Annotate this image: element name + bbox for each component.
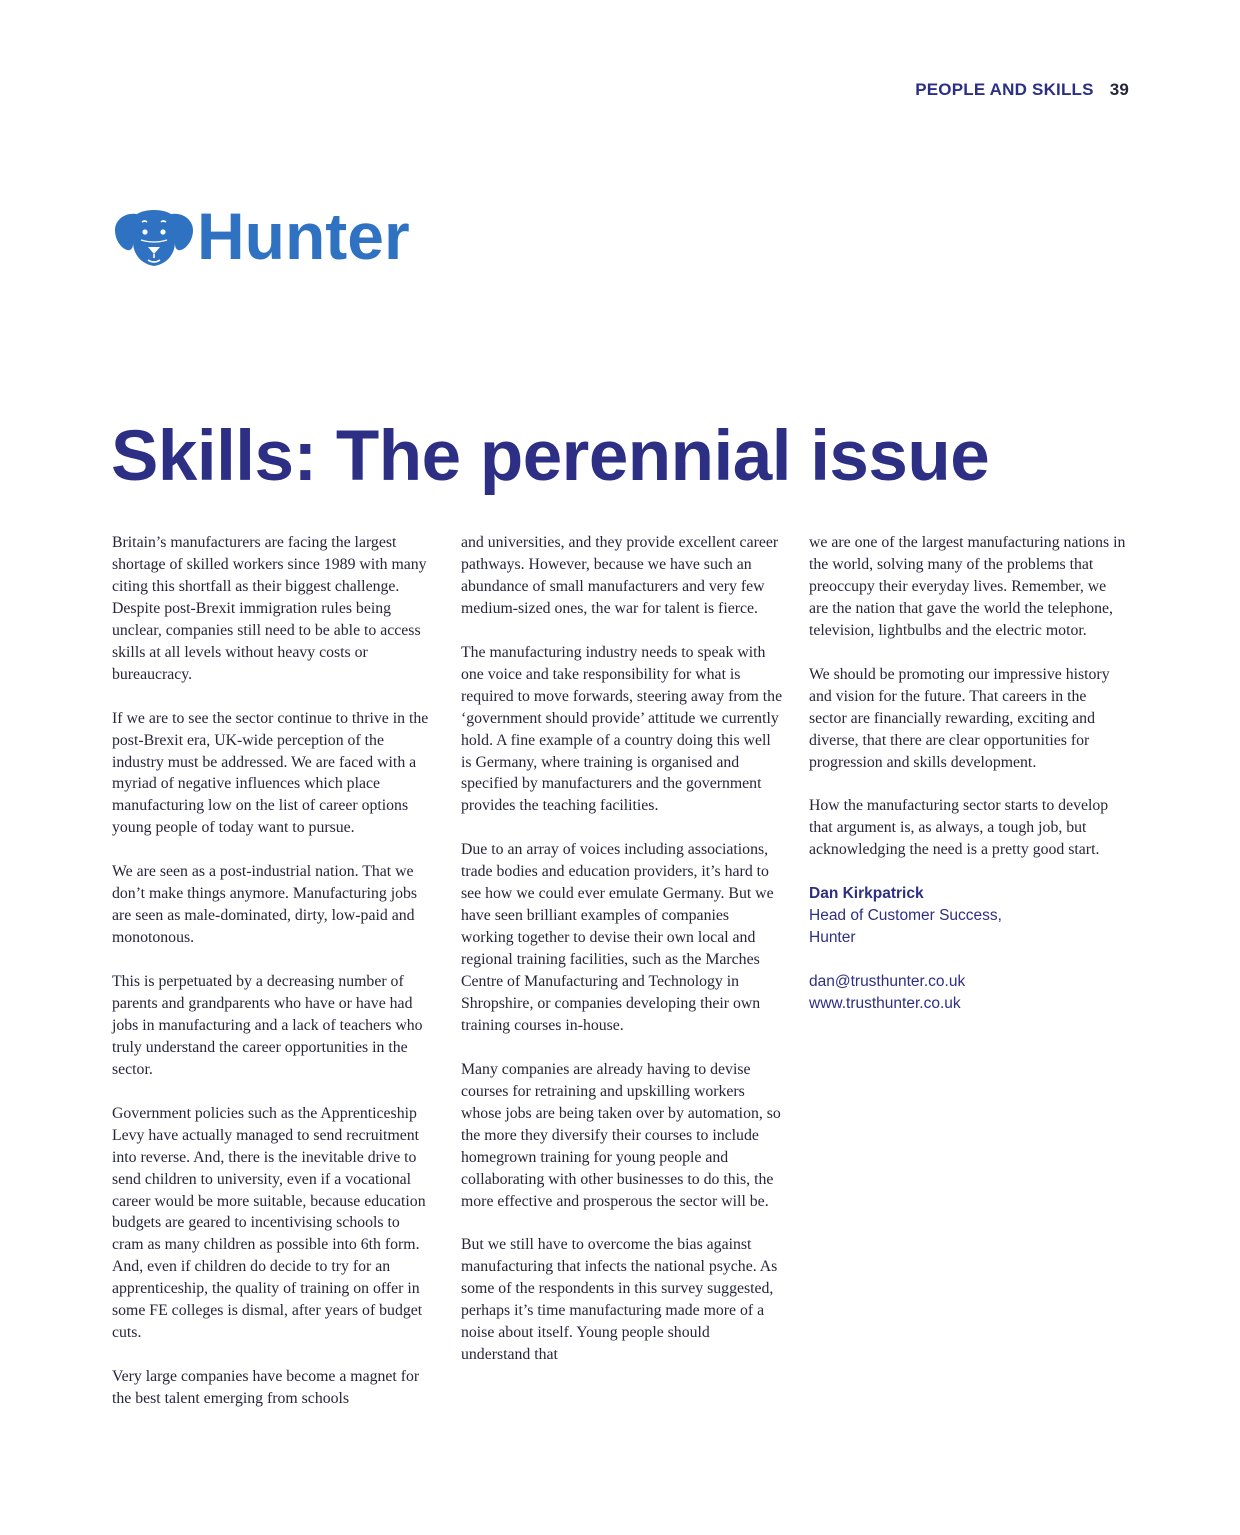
paragraph: Britain’s manufacturers are facing the largest shortage of skilled workers since 1989 with many citing this shortfall as their biggest challenge. Despite post-Brexit immigration rules being unclear, companies still need to be able to access skills at all levels without heavy costs or bureaucracy. bbox=[112, 534, 427, 683]
section-label: PEOPLE AND SKILLS bbox=[915, 80, 1094, 99]
paragraph: Very large companies have become a magnet for the best talent emerging from schools bbox=[112, 1368, 420, 1408]
author-contact bbox=[809, 971, 1127, 1015]
paragraph: This is perpetuated by a decreasing number of parents and grandparents who have or have had jobs in manufacturing and a lack of teachers who truly understand the career opportunities in the sector. bbox=[112, 973, 423, 1078]
hunter-logo bbox=[113, 196, 410, 276]
author-website-link[interactable]: www.trusthunter.co.uk bbox=[809, 994, 961, 1012]
paragraph: We should be promoting our impressive history and vision for the future. That careers in the sector are financially rewarding, exciting and diverse, that there are clear opportunities for progression and skills development. bbox=[809, 665, 1110, 771]
paragraph: If we are to see the sector continue to thrive in the post-Brexit era, UK-wide perception of the industry must be addressed. We are faced with a myriad of negative influences which place manufacturing low on the list of career options young people of today want to pursue. bbox=[112, 709, 429, 837]
paragraph: and universities, and they provide excellent career pathways. However, because we have such an abundance of small manufacturers and very few medium-sized ones, the war for talent is fierce. bbox=[461, 534, 779, 617]
paragraph: we are one of the largest manufacturing nations in the world, solving many of the problems that preoccupy their everyday lives. Remember, we are the nation that gave the world the telephone, television, lightbulbs and the electric motor. bbox=[809, 534, 1126, 639]
article-column-2 bbox=[461, 532, 783, 1388]
running-header bbox=[915, 80, 1129, 100]
logo-wordmark: Hunter bbox=[197, 199, 410, 273]
author-company: Hunter bbox=[809, 929, 856, 947]
author-email-link[interactable]: dan@trusthunter.co.uk bbox=[809, 973, 966, 990]
paragraph: Due to an array of voices including associations, trade bodies and education providers, it’s hard to see how we could ever emulate Germany. But we have seen brilliant examples of companies working together to devise their own local and regional training facilities, such as the Marches Centre of Manufacturing and Technology in Shropshire, or companies developing their own training courses in-house. bbox=[461, 841, 774, 1034]
paragraph: The manufacturing industry needs to speak with one voice and take responsibility for what is required to move forwards, steering away from the ‘government should provide’ attitude we currently hold. A fine example of a country doing this well is Germany, where training is organised and specified by manufacturers and the government provides the teaching facilities. bbox=[461, 643, 783, 815]
article-column-1 bbox=[112, 532, 434, 1432]
paragraph: Many companies are already having to devise courses for retraining and upskilling workers whose jobs are being taken over by automation, so the more they diversify their courses to include homegrown training for young people and collaborating with other businesses to do this, the more effective and prosperous the sector will be. bbox=[461, 1060, 781, 1210]
paragraph: We are seen as a post-industrial nation. That we don’t make things anymore. Manufacturing jobs are seen as male-dominated, dirty, low-paid and monotonous. bbox=[112, 863, 418, 947]
article-title: Skills: The perennial issue bbox=[111, 417, 990, 496]
paragraph: But we still have to overcome the bias against manufacturing that infects the national psyche. As some of the respondents in this survey suggested, perhaps it’s time manufacturing made more of a noise about itself. Young people should understand that bbox=[461, 1236, 778, 1364]
author-name: Dan Kirkpatrick bbox=[809, 885, 924, 903]
dog-head-icon bbox=[113, 204, 195, 268]
page-number: 39 bbox=[1109, 80, 1129, 99]
paragraph: Government policies such as the Apprenticeship Levy have actually managed to send recruitment into reverse. And, there is the inevitable drive to send children to university, even if a vocational career would be more suitable, because education budgets are geared to incentivising schools to cram as many children as possible into 6th form. And, even if children do decide to try for an apprenticeship, the quality of training on offer in some FE colleges is dismal, after years of budget cuts. bbox=[112, 1104, 426, 1342]
article-column-3 bbox=[809, 532, 1127, 1015]
paragraph: How the manufacturing sector starts to develop that argument is, as always, a tough job, but acknowledging the need is a pretty good start. bbox=[809, 797, 1109, 859]
author-role: Head of Customer Success, bbox=[809, 907, 1002, 925]
author-signature bbox=[809, 883, 1127, 949]
